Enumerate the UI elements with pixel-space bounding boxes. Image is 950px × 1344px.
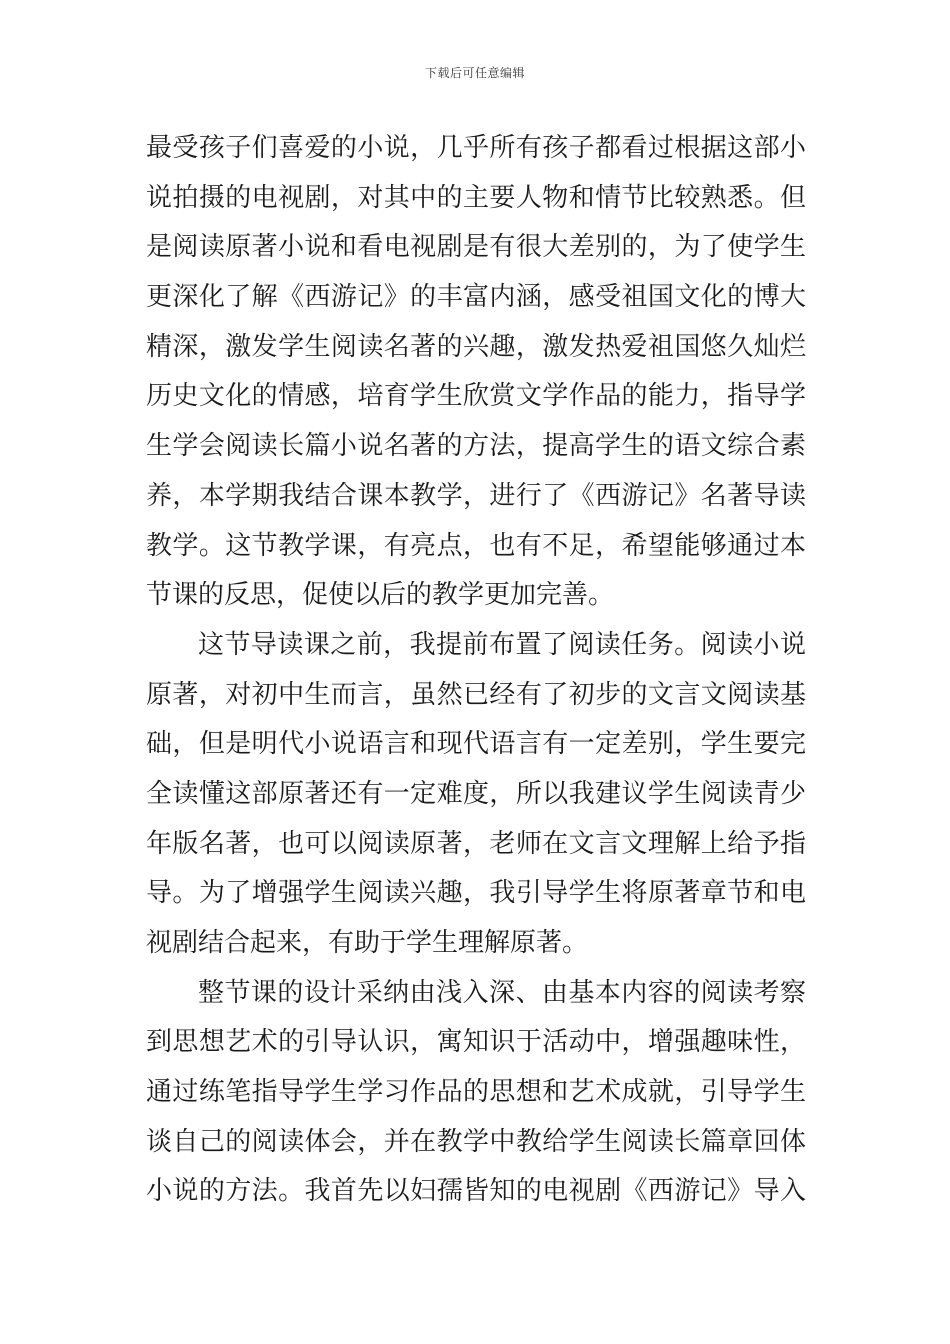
text-line: 全读懂这部原著还有一定难度，所以我建议学生阅读青少 bbox=[146, 778, 806, 809]
text-line: 谈自己的阅读体会，并在教学中教给学生阅读长篇章回体 bbox=[146, 1126, 806, 1157]
text-line: 精深，激发学生阅读名著的兴趣，激发热爱祖国悠久灿烂 bbox=[146, 331, 806, 362]
text-line: 最受孩子们喜爱的小说，几乎所有孩子都看过根据这部小 bbox=[146, 133, 806, 163]
text-line: 养，本学期我结合课本教学，进行了《西游记》名著导读 bbox=[146, 480, 806, 511]
text-line: 视剧结合起来，有助于学生理解原著。 bbox=[146, 928, 589, 958]
paragraph-1 bbox=[146, 124, 806, 621]
text-line: 整节课的设计采纳由浅入深、由基本内容的阅读考察 bbox=[198, 977, 806, 1008]
text-line: 原著，对初中生而言，虽然已经有了初步的文言文阅读基 bbox=[146, 679, 806, 710]
text-line: 是阅读原著小说和看电视剧是有很大差别的，为了使学生 bbox=[146, 232, 806, 263]
text-line: 教学。这节教学课，有亮点，也有不足，希望能够通过本 bbox=[146, 530, 806, 561]
text-line: 到思想艺术的引导认识，寓知识于活动中，增强趣味性， bbox=[146, 1027, 806, 1058]
text-line: 年版名著，也可以阅读原著，老师在文言文理解上给予指 bbox=[146, 828, 806, 859]
text-line: 更深化了解《西游记》的丰富内涵，感受祖国文化的博大 bbox=[146, 282, 806, 313]
document-body bbox=[146, 124, 806, 1217]
text-line: 说拍摄的电视剧，对其中的主要人物和情节比较熟悉。但 bbox=[146, 182, 806, 213]
page-header: 下载后可任意编辑 bbox=[424, 66, 525, 80]
text-line: 础，但是明代小说语言和现代语言有一定差别，学生要完 bbox=[146, 729, 806, 760]
text-line: 历史文化的情感，培育学生欣赏文学作品的能力，指导学 bbox=[146, 381, 806, 412]
text-line: 通过练笔指导学生学习作品的思想和艺术成就，引导学生 bbox=[146, 1077, 806, 1108]
text-line: 生学会阅读长篇小说名著的方法，提高学生的语文综合素 bbox=[146, 431, 806, 462]
text-line: 节课的反思，促使以后的教学更加完善。 bbox=[146, 580, 615, 611]
text-line: 这节导读课之前，我提前布置了阅读任务。阅读小说 bbox=[198, 629, 806, 660]
paragraph-2 bbox=[146, 621, 806, 969]
text-line: 小说的方法。我首先以妇孺皆知的电视剧《西游记》导入 bbox=[146, 1176, 806, 1207]
paragraph-3 bbox=[146, 969, 806, 1217]
text-line: 导。为了增强学生阅读兴趣，我引导学生将原著章节和电 bbox=[146, 878, 806, 909]
